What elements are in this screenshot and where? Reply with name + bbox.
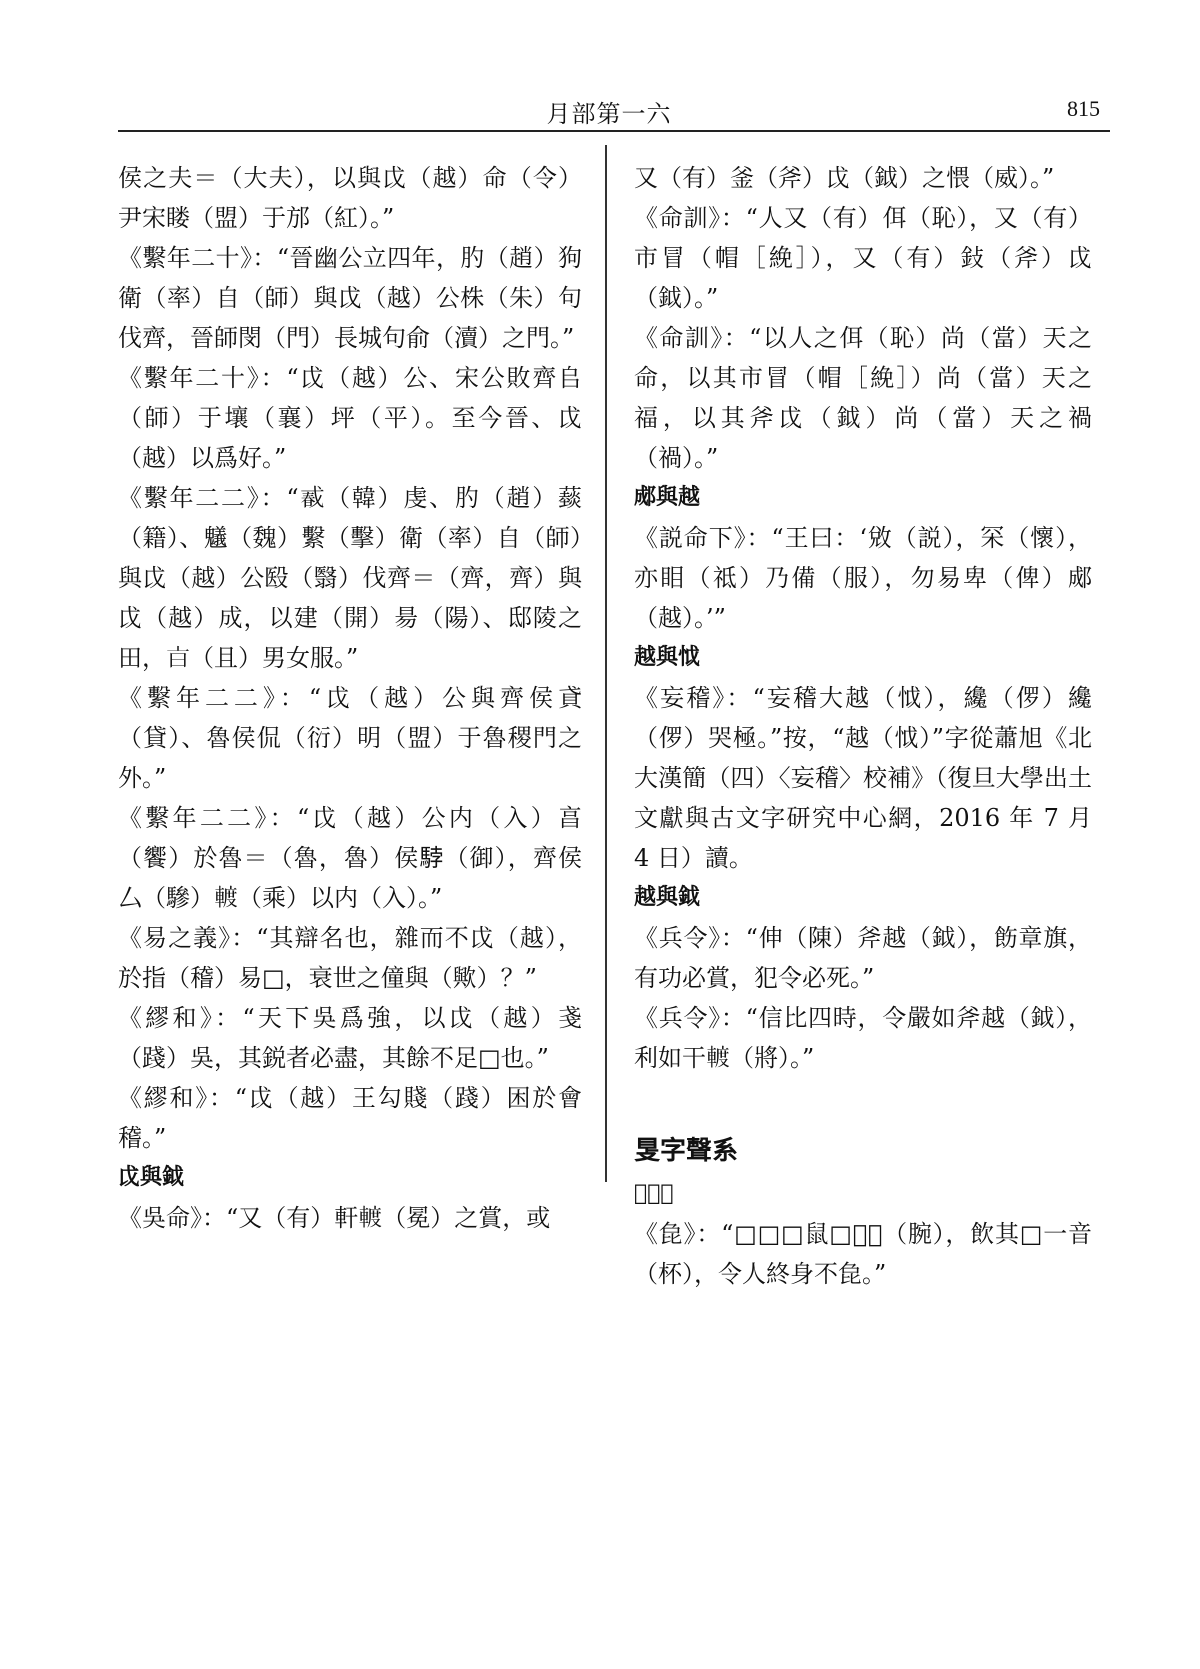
column-divider [605, 145, 607, 1182]
citation-paragraph: 《繫年二十》：“晉幽公立四年，肑（趙）狗衛（率）自（師）與戉（越）公株（朱）句伐齊，晉師閔（門）長城句俞（瀆）之門。” [118, 244, 582, 352]
running-header [118, 86, 1100, 132]
citation-paragraph: 《繆和》：“天下吳爲強，以戉（越）戔（踐）吳，其鋭者必盡，其餘不足□也。” [118, 1004, 582, 1072]
right-column [634, 158, 1092, 1294]
citation-paragraph: 《兵令》：“伸（陳）斧越（鉞），飭章旗，有功必賞，犯令必死。” [634, 924, 1092, 992]
header-rule-tick [1096, 130, 1110, 132]
citation-paragraph: 《繆和》：“戉（越）王勾賤（踐）困於會稽。” [118, 1084, 582, 1152]
citation-paragraph: 《繫年二二》：“戉（越）公内（入）亯（饗）於魯＝（魯，魯）侯𩣡（御），齊侯厶（驂）𨍏（乘）以内（入）。” [118, 804, 582, 912]
citation-paragraph: 《妄稽》：“妄稽大越（怴），纔（㑩）纔（㑩）哭極。”按，“越（怴）”字從蕭旭《北大漢簡（四）〈妄稽〉校補》（復旦大學出土文獻與古文字研究中心網，2016 年 7 月 4 日）讀。 [634, 684, 1092, 872]
citation-paragraph: 《繫年二十》：“戉（越）公、宋公敗齊𠂤（師）于壤（襄）坪（平）。至今晉、戉（越）以爲好。” [118, 364, 582, 472]
section-title: 月部第一六 [546, 100, 672, 128]
citation-paragraph: 侯之夫＝（大夫），以與戉（越）命（令）尹宋䁖（盟）于邡（紅）。” [118, 164, 582, 232]
citation-paragraph: 《説命下》：“王曰：‘敓（説），罙（懷），亦䀠（祗）乃備（服），勿易卑（俾）郕（越）。’” [634, 524, 1092, 632]
citation-paragraph: 《㲋》：“□□□鼠□𥈳𥈳（腕），飲其□一音（杯），令人終身不㲋。” [634, 1220, 1092, 1288]
entry-heading: 越與鉞 [634, 885, 701, 910]
citation-paragraph: 又（有）釜（斧）戉（鉞）之愄（威）。” [634, 164, 1055, 192]
page-number: 815 [1067, 96, 1100, 121]
citation-paragraph: 《命訓》：“人又（有）佴（恥），又（有）市冒（帽［絻］），又（有）鈙（斧）戉（鉞）。” [634, 204, 1092, 312]
entry-heading: 越與怴 [634, 645, 701, 670]
citation-paragraph: 《吳命》：“又（有）軒𨍏（冕）之賞，或 [118, 1204, 551, 1232]
citation-paragraph: 《繫年二二》：“𢧔（韓）虔、肑（趙）䕭（籍）、䰮（魏）繫（擊）衛（率）自（師）與戉（越）公殹（翳）伐齊＝（齊，齊）與戉（越）成，以建（開）昜（陽）、邸陵之田，𣅀（且）男女服。” [118, 484, 582, 672]
citation-paragraph: 《易之義》：“其辯名也，雜而不戉（越），於指（稽）易□，衰世之僮與（歟）？” [118, 924, 582, 992]
entry-heading: 郕與越 [634, 485, 701, 510]
citation-paragraph: 《命訓》：“以人之佴（恥）尚（當）天之命，以其市冒（帽［絻］）尚（當）天之福，以其斧戉（鉞）尚（當）天之禍（禍）。” [634, 324, 1092, 472]
entry-heading: 戉與鉞 [118, 1165, 185, 1190]
entry-heading: 𥈳與腕 [634, 1181, 674, 1206]
section-heading: 𥄎字聲系 [634, 1136, 739, 1166]
citation-paragraph: 《繫年二二》：“戉（越）公與齊侯貣（貸）、魯侯侃（衍）明（盟）于魯稷門之外。” [118, 684, 582, 792]
left-column [118, 158, 582, 1238]
citation-paragraph: 《兵令》：“信比四時，令嚴如斧越（鉞），利如干𨍏（將）。” [634, 1004, 1092, 1072]
